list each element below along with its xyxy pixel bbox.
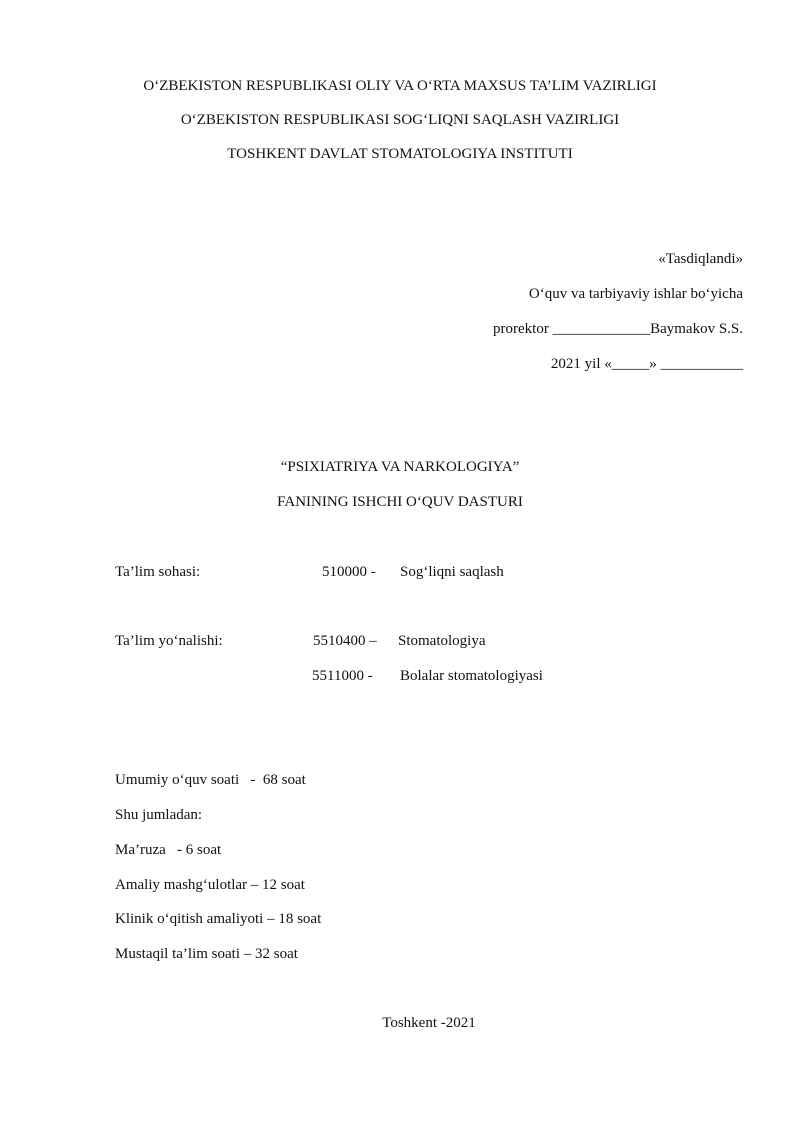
hours-total: Umumiy o‘quv soati - 68 soat: [115, 772, 306, 788]
hours-item-lecture: Ma’ruza - 6 soat: [115, 842, 222, 858]
approval-line-1: O‘quv va tarbiyaviy ishlar bo‘yicha: [528, 286, 743, 302]
hours-item-clinical: Klinik o‘qitish amaliyoti – 18 soat: [115, 911, 322, 927]
approval-line-2: prorektor _____________Baymakov S.S.: [493, 321, 743, 337]
approval-title: «Tasdiqlandi»: [658, 251, 743, 267]
hours-item-independent: Mustaqil ta’lim soati – 32 soat: [115, 946, 298, 962]
document-type: FANINING ISHCHI O‘QUV DASTURI: [277, 494, 523, 510]
field-sohasi-name: Sog‘liqni saqlash: [400, 564, 504, 580]
hours-including-label: Shu jumladan:: [115, 807, 203, 823]
institute-heading: TOSHKENT DAVLAT STOMATOLOGIYA INSTITUTI: [227, 146, 573, 162]
field-yonalishi-code-2: 5511000 -: [312, 668, 373, 684]
ministry-heading-2: O‘ZBEKISTON RESPUBLIKASI SOG‘LIQNI SAQLASH VAZIRLIGI: [180, 112, 620, 128]
field-sohasi-code: 510000 -: [322, 564, 376, 580]
field-sohasi-label: Ta’lim sohasi:: [115, 564, 201, 580]
field-yonalishi-code-1: 5510400 –: [313, 633, 377, 649]
ministry-heading-1: O‘ZBEKISTON RESPUBLIKASI OLIY VA O‘RTA MAXSUS TA’LIM VAZIRLIGI: [143, 78, 657, 94]
field-yonalishi-name-2: Bolalar stomatologiyasi: [400, 668, 543, 684]
hours-item-practical: Amaliy mashg‘ulotlar – 12 soat: [115, 877, 305, 893]
approval-line-3: 2021 yil «_____» ___________: [550, 356, 743, 372]
field-yonalishi-label: Ta’lim yo‘nalishi:: [115, 633, 223, 649]
field-yonalishi-name-1: Stomatologiya: [398, 633, 486, 649]
subject-title: “PSIXIATRIYA VA NARKOLOGIYA”: [280, 459, 520, 475]
footer-place-year: Toshkent -2021: [382, 1015, 476, 1031]
